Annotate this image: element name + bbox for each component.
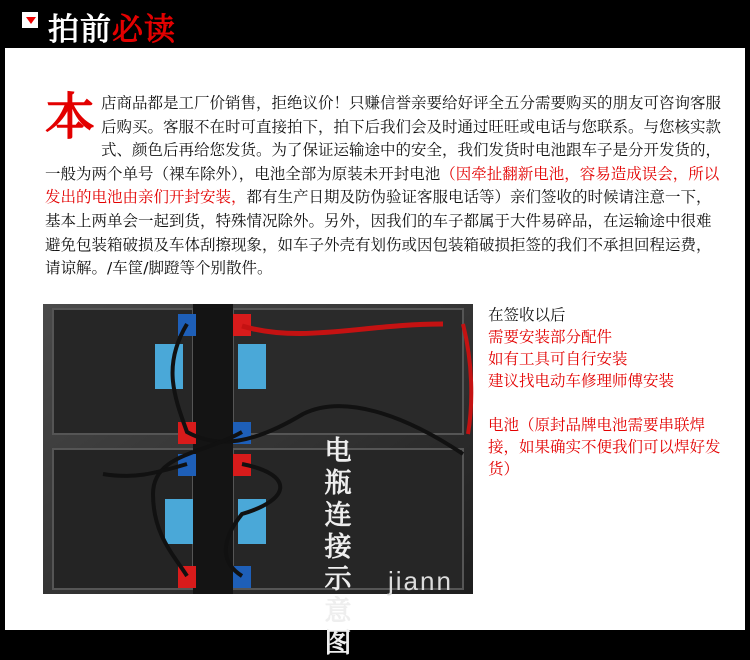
drop-cap: 本 [45,87,95,146]
title-part-red: 必读 [112,12,176,48]
notice-paragraph [45,87,722,281]
caption-char: 图 [324,628,352,659]
spacer [488,392,733,414]
caption-char: 瓶 [324,468,352,499]
header-bar [0,0,750,48]
caption-char: 连 [324,500,352,531]
caption-char: 意 [324,596,352,627]
page-title [48,4,176,49]
caption-char: 接 [324,532,352,563]
battery-note: 电池（原封品牌电池需要串联焊接，如果确实不便我们可以焊好发货） [488,416,721,478]
battery-diagram-illustration [43,304,473,594]
photo-caption [318,436,358,660]
installation-notes [488,304,733,480]
note-line: 如有工具可自行安装 [488,350,628,368]
caption-char: 示 [324,564,352,595]
content-panel [5,48,745,659]
title-part-white: 拍前 [48,12,112,48]
note-line: 建议找电动车修理师傅安装 [488,372,675,390]
notice-text-b: 都有生产日期及防伪验证客服电话等）亲们签收的时候请注意一下，基本上两单会一起到货，特殊情况除外。另外，因我们的车子都属于大件易碎品，在运输途中很难避免包装箱破损及车体刮擦现象，如车子外壳有划伤或因包装箱破损拒签的我们不承担回程运费，请谅解。/车筐/脚蹬等个别散件。 [45,188,712,278]
dropdown-arrow-icon [22,12,38,28]
note-heading: 在签收以后 [488,306,566,324]
note-line: 需要安装部分配件 [488,328,613,346]
caption-char: 电 [324,436,352,467]
notice-text-red: （因牵扯翻新电池，容易造成误会，所以发出的电池由亲们开封安装， [45,164,720,207]
battery-connection-photo [43,304,473,659]
notice-text-a: 店商品都是工厂价销售，拒绝议价！只赚信誉亲要给好评全五分需要购买的朋友可咨询客服后购买。客服不在时可直接拍下，拍下后我们会及时通过旺旺或电话与您联系。与您核实款式、颜色后再给您发货。为了保证运输途中的安全，我们发货时电池跟车子是分开发货的，一般为两个单号（裸车除外），电池全部为原装未开封电池 [45,94,722,183]
watermark-text: jiann [388,566,453,596]
